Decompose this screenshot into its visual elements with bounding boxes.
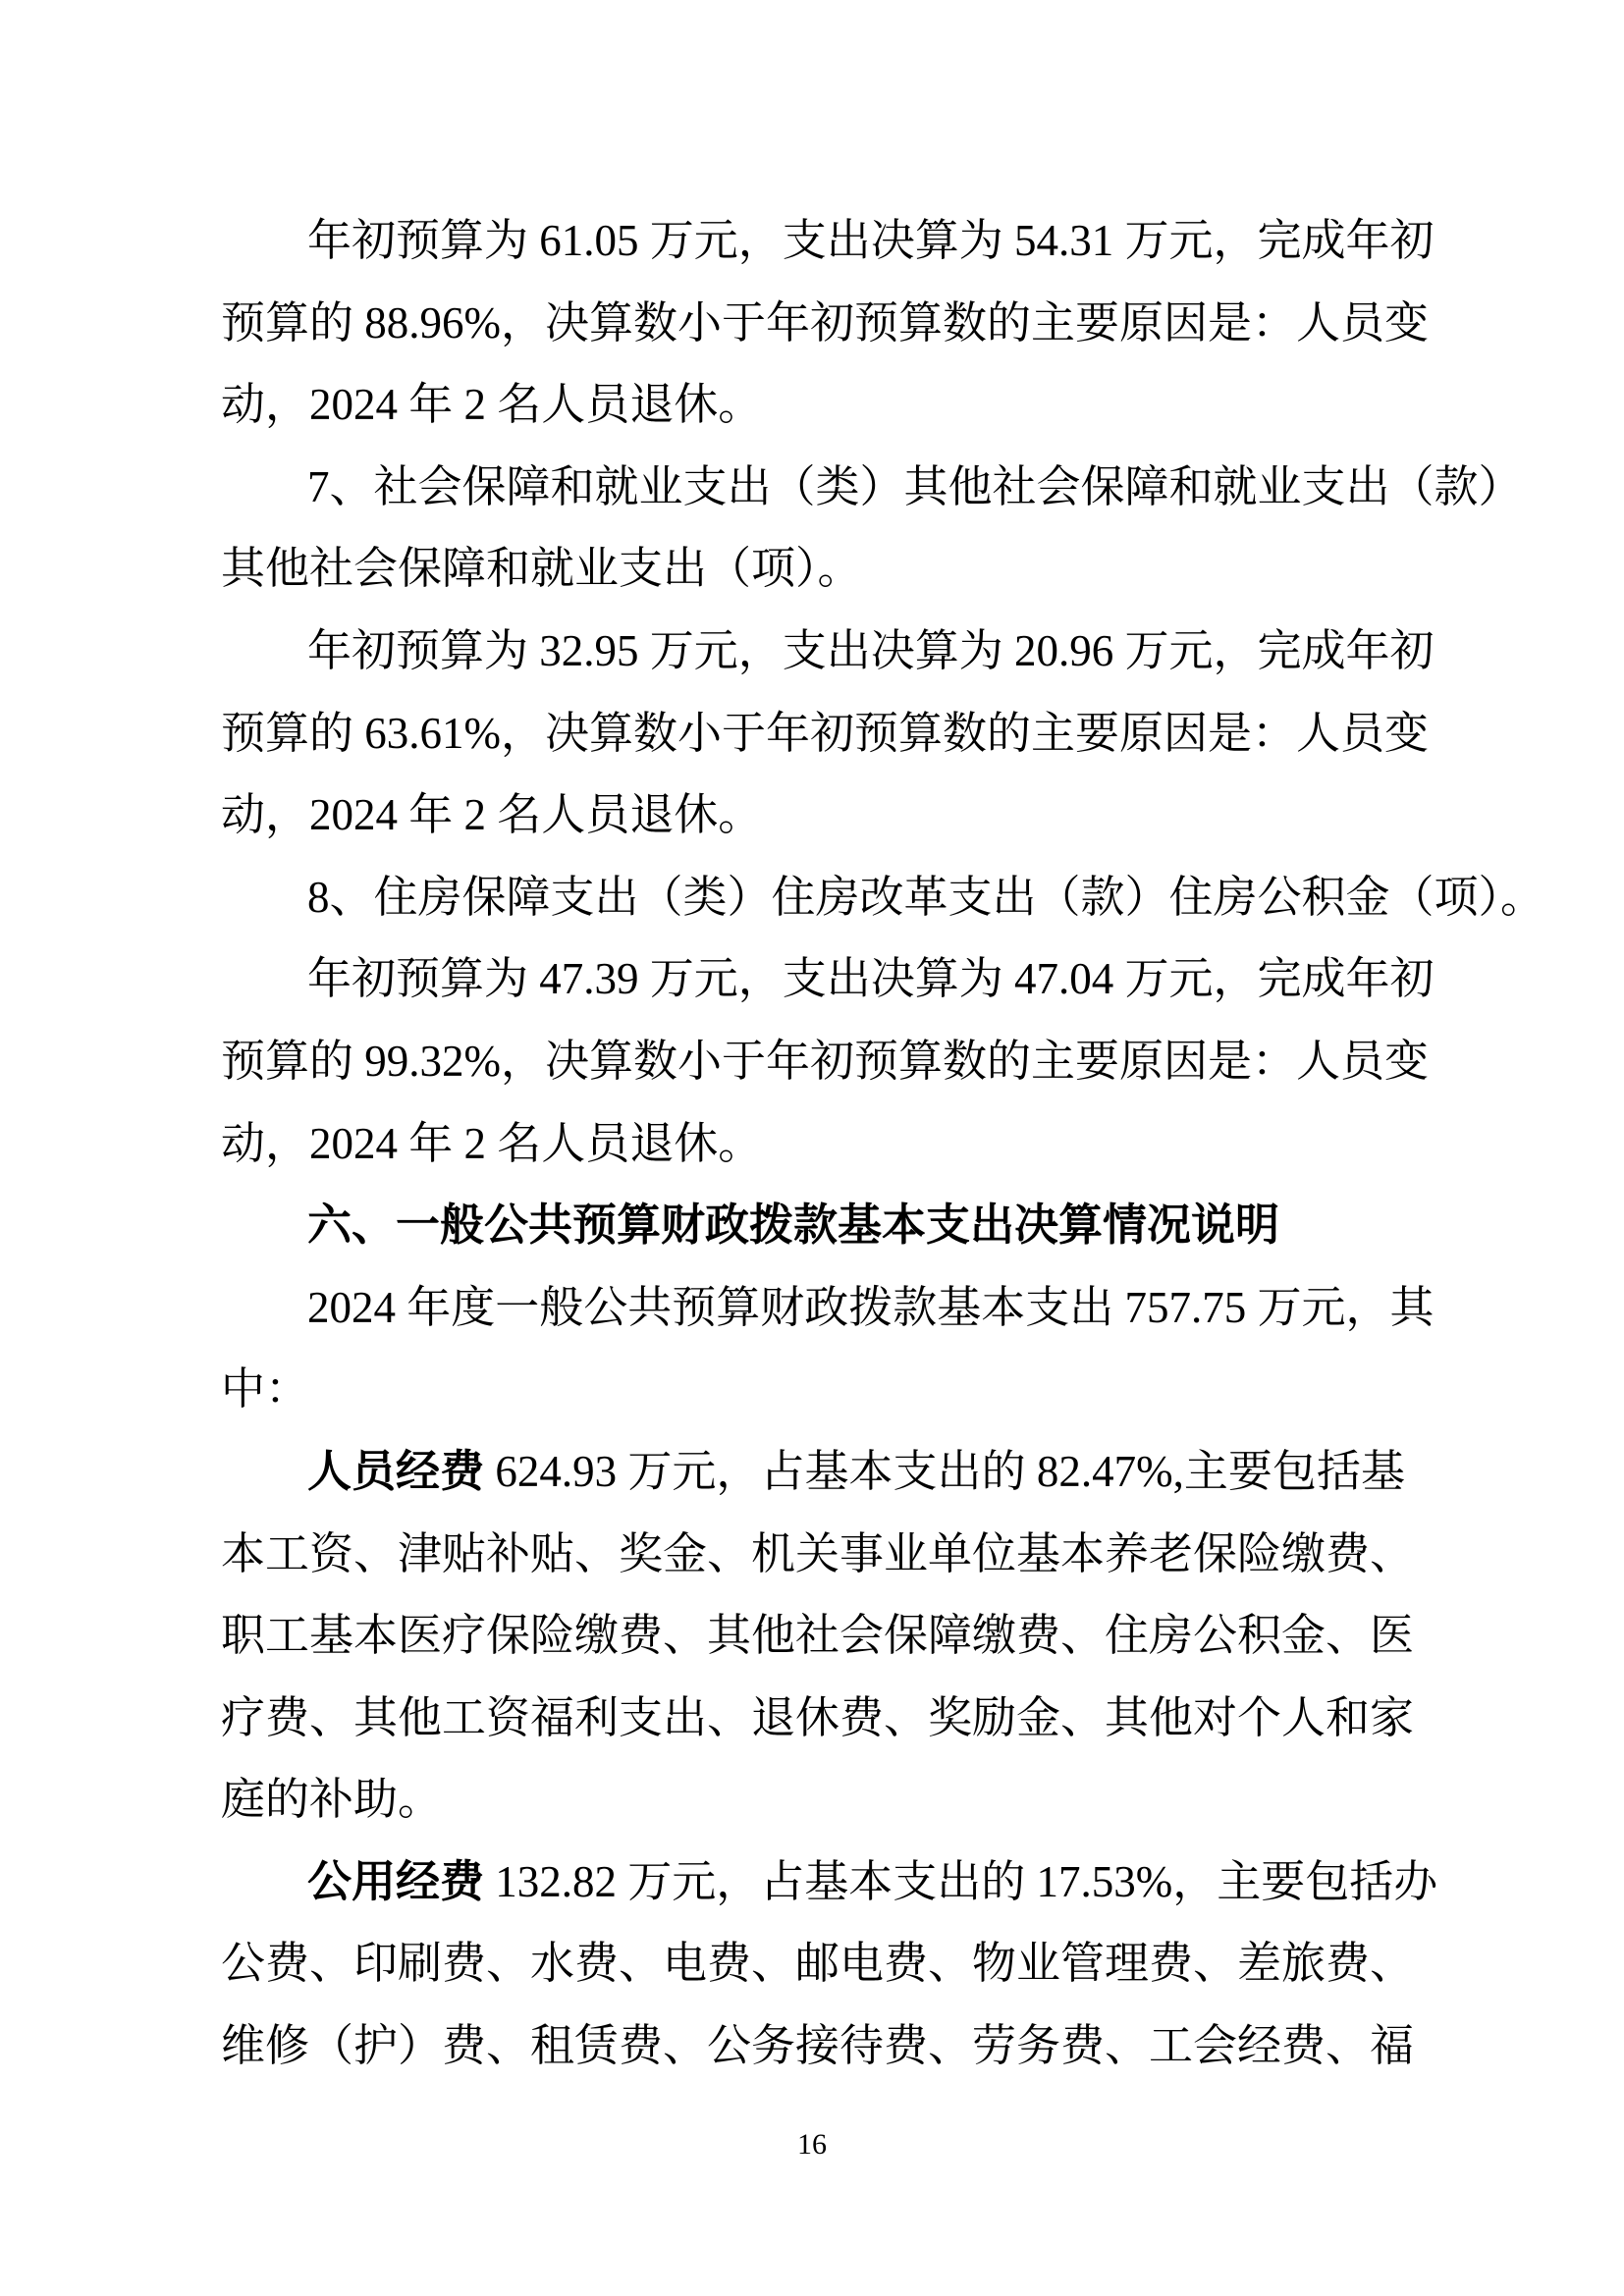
text-run: 7、社会保障和就业支出（类）其他社会保障和就业支出（款） — [307, 461, 1523, 511]
text-run: 职工基本医疗保险缴费、其他社会保障缴费、住房公积金、医 — [221, 1611, 1415, 1661]
text-run: 公费、印刷费、水费、电费、邮电费、物业管理费、差旅费、 — [221, 1939, 1415, 1989]
text-line — [221, 857, 1545, 939]
text-run: 维修（护）费、租赁费、公务接待费、劳务费、工会经费、福 — [221, 2021, 1415, 2071]
text-line — [221, 1021, 1429, 1103]
text-run: 132.82 万元，占基本支出的 17.53%，主要包括办 — [484, 1856, 1438, 1906]
text-line — [221, 1759, 1405, 1842]
text-line — [221, 1267, 1435, 1350]
text-run: 动，2024 年 2 名人员退休。 — [221, 790, 763, 840]
text-line — [221, 1923, 1415, 2005]
text-run: 预算的 63.61%，决算数小于年初预算数的主要原因是：人员变 — [221, 708, 1429, 758]
bold-run: 公用经费 — [307, 1856, 485, 1906]
text-run: 年初预算为 61.05 万元，支出决算为 54.31 万元，完成年初 — [307, 216, 1435, 265]
text-line — [221, 938, 1435, 1021]
text-line — [221, 693, 1429, 775]
text-run: 年初预算为 32.95 万元，支出决算为 20.96 万元，完成年初 — [307, 625, 1435, 675]
text-line — [221, 1595, 1415, 1678]
text-line — [221, 2005, 1415, 2088]
text-line — [221, 1349, 1405, 1431]
text-run: 疗费、其他工资福利支出、退休费、奖励金、其他对个人和家 — [221, 1692, 1415, 1742]
text-line — [221, 611, 1435, 693]
text-line — [221, 200, 1435, 283]
text-line — [221, 1678, 1415, 1760]
text-run: 624.93 万元，占基本支出的 82.47%,主要包括基 — [484, 1446, 1405, 1496]
text-run: 动，2024 年 2 名人员退休。 — [221, 380, 763, 430]
text-line — [221, 1103, 1405, 1186]
document-body — [221, 200, 1545, 2088]
text-line — [221, 1514, 1415, 1596]
text-line — [221, 283, 1429, 365]
text-run: 预算的 99.32%，决算数小于年初预算数的主要原因是：人员变 — [221, 1036, 1429, 1086]
text-line — [221, 528, 1405, 611]
text-run: 2024 年度一般公共预算财政拨款基本支出 757.75 万元，其 — [307, 1282, 1435, 1332]
text-line — [221, 1431, 1405, 1514]
text-run: 六、一般公共预算财政拨款基本支出决算情况说明 — [307, 1201, 1280, 1251]
text-line — [221, 364, 1405, 447]
bold-run: 人员经费 — [307, 1446, 485, 1496]
text-run: 8、住房保障支出（类）住房改革支出（款）住房公积金（项）。 — [307, 872, 1545, 922]
text-run: 庭的补助。 — [221, 1775, 443, 1825]
text-line — [221, 774, 1405, 857]
text-run: 其他社会保障和就业支出（项）。 — [221, 544, 862, 594]
text-line — [221, 447, 1523, 529]
page-number: 16 — [797, 2128, 827, 2161]
heading-line — [221, 1185, 1405, 1267]
text-run: 年初预算为 47.39 万元，支出决算为 47.04 万元，完成年初 — [307, 954, 1435, 1004]
text-line — [221, 1842, 1438, 1924]
text-run: 本工资、津贴补贴、奖金、机关事业单位基本养老保险缴费、 — [221, 1528, 1415, 1578]
text-run: 动，2024 年 2 名人员退休。 — [221, 1118, 763, 1168]
text-run: 预算的 88.96%，决算数小于年初预算数的主要原因是：人员变 — [221, 297, 1429, 347]
text-run: 中： — [221, 1364, 310, 1415]
